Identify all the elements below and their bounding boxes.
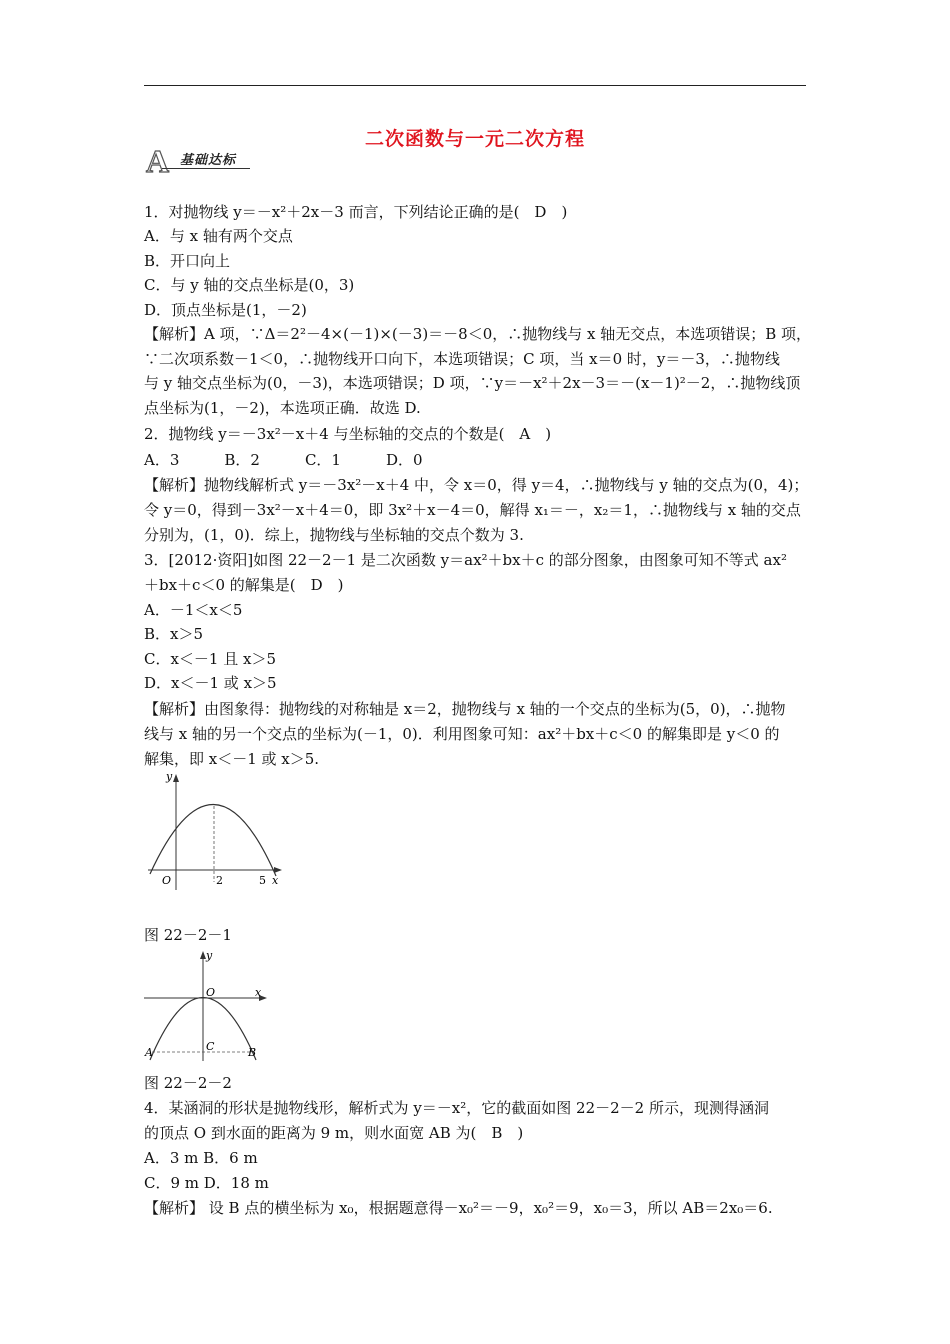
q4-analysis: 【解析】 设 B 点的横坐标为 x₀，根据题意得－x₀²＝－9，x₀²＝9，x₀＝3，所以 AB＝2x₀＝6.: [144, 1199, 773, 1217]
badge-letter: A: [146, 143, 170, 179]
q1-option-c: C．与 y 轴的交点坐标是(0，3): [144, 276, 355, 294]
x-label: x: [272, 874, 279, 887]
q1-analysis-line: 点坐标为(1，－2)，本选项正确．故选 D.: [144, 399, 421, 417]
q3-stem: 3．[2012·资阳]如图 22－2－1 是二次函数 y＝ax²＋bx＋c 的部分图象，由图象可知不等式 ax²: [144, 551, 787, 569]
parabola-curve: [150, 804, 276, 876]
q1-stem: 1．对抛物线 y＝－x²＋2x－3 而言，下列结论正确的是( D ): [144, 203, 568, 221]
badge-text: 基础达标: [180, 153, 237, 168]
point-c-label: C: [206, 1040, 215, 1053]
q3-stem-cont: ＋bx＋c＜0 的解集是( D ): [144, 576, 344, 594]
q1-analysis-line: 与 y 轴交点坐标为(0，－3)，本选项错误；D 项，∵y＝－x²＋2x－3＝－(x－1)²－2，∴抛物线顶: [144, 374, 801, 392]
q3-option-d: D．x＜－1 或 x＞5: [144, 674, 277, 692]
q1-option-a: A．与 x 轴有两个交点: [144, 227, 293, 245]
figure-caption-1: 图 22－2－1: [144, 926, 232, 944]
q1-option-d: D．顶点坐标是(1，－2): [144, 301, 307, 319]
page-title: 二次函数与一元二次方程: [364, 128, 585, 150]
y-label: y: [166, 770, 173, 783]
q1-analysis-line: 【解析】A 项，∵Δ＝2²－4×(－1)×(－3)＝－8＜0，∴抛物线与 x 轴无交点，本选项错误；B 项，: [144, 325, 812, 343]
section-badge: [146, 143, 256, 179]
q2-analysis-line: 【解析】抛物线解析式 y＝－3x²－x＋4 中，令 x＝0，得 y＝4，∴抛物线与 y 轴的交点为(0，4)；: [144, 476, 809, 494]
header-rule: [144, 85, 806, 86]
q3-analysis-line: 解集，即 x＜－1 或 x＞5.: [144, 750, 320, 768]
q3-analysis-line: 【解析】由图象得：抛物线的对称轴是 x＝2，抛物线与 x 轴的一个交点的坐标为(5，0)，∴抛物: [144, 700, 786, 718]
q1-analysis-line: ∵二次项系数－1＜0，∴抛物线开口向下，本选项错误；C 项，当 x＝0 时，y＝－3，∴抛物线: [144, 350, 780, 368]
point-a-label: A: [145, 1046, 153, 1059]
x-axis-arrow: [274, 867, 282, 873]
q1-option-b: B．开口向上: [144, 252, 231, 270]
q3-option-b: B．x＞5: [144, 625, 204, 643]
q2-options: A．3 B．2 C．1 D．0: [144, 451, 423, 469]
q4-stem-cont: 的顶点 O 到水面的距离为 9 m，则水面宽 AB 为( B ): [144, 1124, 524, 1142]
origin-label: O: [206, 986, 216, 999]
figure-22-2-2: [144, 946, 270, 1062]
q4-stem: 4．某涵洞的形状是抛物线形，解析式为 y＝－x²，它的截面如图 22－2－2 所示，现测得涵洞: [144, 1099, 769, 1117]
q4-options-ab: A．3 m B．6 m: [144, 1149, 258, 1167]
badge-underline: [162, 168, 250, 169]
tick-label-5: 5: [259, 874, 266, 887]
tick-label-2: 2: [216, 874, 223, 887]
figure-22-2-1: [144, 770, 286, 892]
y-label: y: [206, 949, 213, 962]
q2-stem: 2．抛物线 y＝－3x²－x＋4 与坐标轴的交点的个数是( A ): [144, 425, 552, 443]
q3-option-c: C．x＜－1 且 x＞5: [144, 650, 277, 668]
q3-analysis-line: 线与 x 轴的另一个交点的坐标为(－1，0)．利用图象可知：ax²＋bx＋c＜0 的解集即是 y＜0 的: [144, 725, 780, 743]
point-b-label: B: [248, 1046, 257, 1059]
figure-caption-2: 图 22－2－2: [144, 1074, 232, 1092]
q2-analysis-line: 分别为，(1，0)．综上，抛物线与坐标轴的交点个数为 3.: [144, 526, 524, 544]
origin-label: O: [162, 874, 172, 887]
q4-options-cd: C．9 m D．18 m: [144, 1174, 269, 1192]
q3-option-a: A．－1＜x＜5: [144, 601, 243, 619]
q2-analysis-line: 令 y＝0，得到－3x²－x＋4＝0，即 3x²＋x－4＝0，解得 x₁＝－，x₂＝1，∴抛物线与 x 轴的交点: [144, 501, 801, 519]
y-axis-arrow: [173, 774, 179, 782]
x-label: x: [255, 986, 262, 999]
